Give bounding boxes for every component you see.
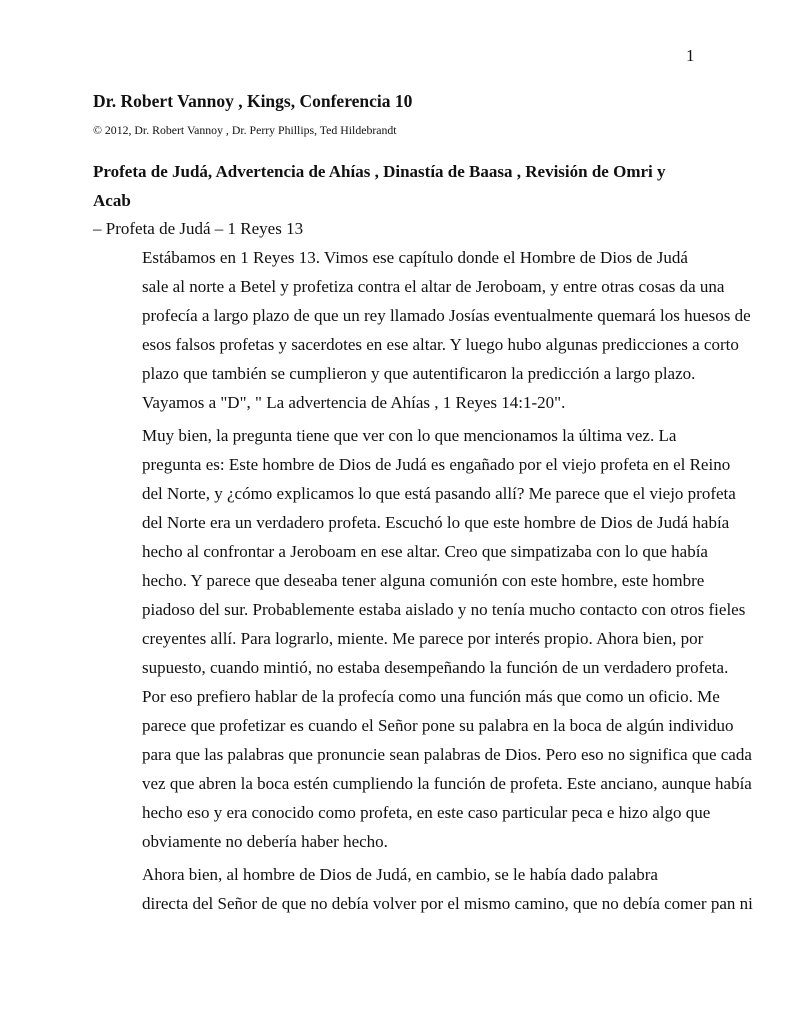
page-number: 1	[686, 46, 695, 65]
text-line: esos falsos profetas y sacerdotes en ese altar. Y luego hubo algunas predicciones a corto	[142, 335, 739, 354]
text-line: pregunta es: Este hombre de Dios de Judá es engañado por el viejo profeta en el Reino	[142, 455, 731, 474]
text-line: Muy bien, la pregunta tiene que ver con lo que mencionamos la última vez. La	[142, 426, 677, 445]
text-line: piadoso del sur. Probablemente estaba aislado y no tenía mucho contacto con otros fieles	[142, 600, 746, 619]
text-line: profecía a largo plazo de que un rey llamado Josías eventualmente quemará los huesos de	[142, 306, 751, 325]
text-line: creyentes allí. Para lograrlo, miente. Me parece por interés propio. Ahora bien, por	[142, 629, 704, 648]
text-line: supuesto, cuando mintió, no estaba desempeñando la función de un verdadero profeta.	[142, 658, 729, 677]
text-line: Vayamos a "D", " La advertencia de Ahías , 1 Reyes 14:1-20".	[142, 393, 566, 412]
text-line: del Norte, y ¿cómo explicamos lo que está pasando allí? Me parece que el viejo profeta	[142, 484, 736, 503]
text-line: plazo que también se cumplieron y que autentificaron la predicción a largo plazo.	[142, 364, 696, 383]
text-line: hecho al confrontar a Jeroboam en ese altar. Creo que simpatizaba con lo que había	[142, 542, 708, 561]
text-line: parece que profetizar es cuando el Señor pone su palabra en la boca de algún individuo	[142, 716, 734, 735]
copyright-line: © 2012, Dr. Robert Vannoy , Dr. Perry Phillips, Ted Hildebrandt	[93, 123, 397, 137]
text-line: hecho eso y era conocido como profeta, en este caso particular peca e hizo algo que	[142, 803, 711, 822]
document-title: Dr. Robert Vannoy , Kings, Conferencia 10	[93, 91, 413, 111]
text-line: Ahora bien, al hombre de Dios de Judá, en cambio, se le había dado palabra	[142, 865, 658, 884]
paragraph	[93, 243, 751, 417]
text-line: sale al norte a Betel y profetiza contra el altar de Jeroboam, y entre otras cosas da una	[142, 277, 725, 296]
body-text	[93, 243, 753, 922]
section-heading: – Profeta de Judá – 1 Reyes 13	[93, 219, 304, 238]
paragraph	[93, 421, 752, 856]
text-line: vez que abren la boca estén cumpliendo la función de profeta. Este anciano, aunque había	[142, 774, 752, 793]
paragraph	[93, 860, 753, 918]
document-subtitle: Profeta de Judá, Advertencia de Ahías , Dinastía de Baasa , Revisión de Omri y Acab	[93, 162, 666, 210]
text-line: obviamente no debería haber hecho.	[142, 832, 388, 851]
text-line: directa del Señor de que no debía volver por el mismo camino, que no debía comer pan ni	[142, 894, 753, 913]
text-line: para que las palabras que pronuncie sean palabras de Dios. Pero eso no significa que cada	[142, 745, 752, 764]
text-line: del Norte era un verdadero profeta. Escuchó lo que este hombre de Dios de Judá había	[142, 513, 730, 532]
text-line: Estábamos en 1 Reyes 13. Vimos ese capítulo donde el Hombre de Dios de Judá	[142, 248, 688, 267]
text-line: Por eso prefiero hablar de la profecía como una función más que como un oficio. Me	[142, 687, 720, 706]
text-line: hecho. Y parece que deseaba tener alguna comunión con este hombre, este hombre	[142, 571, 705, 590]
